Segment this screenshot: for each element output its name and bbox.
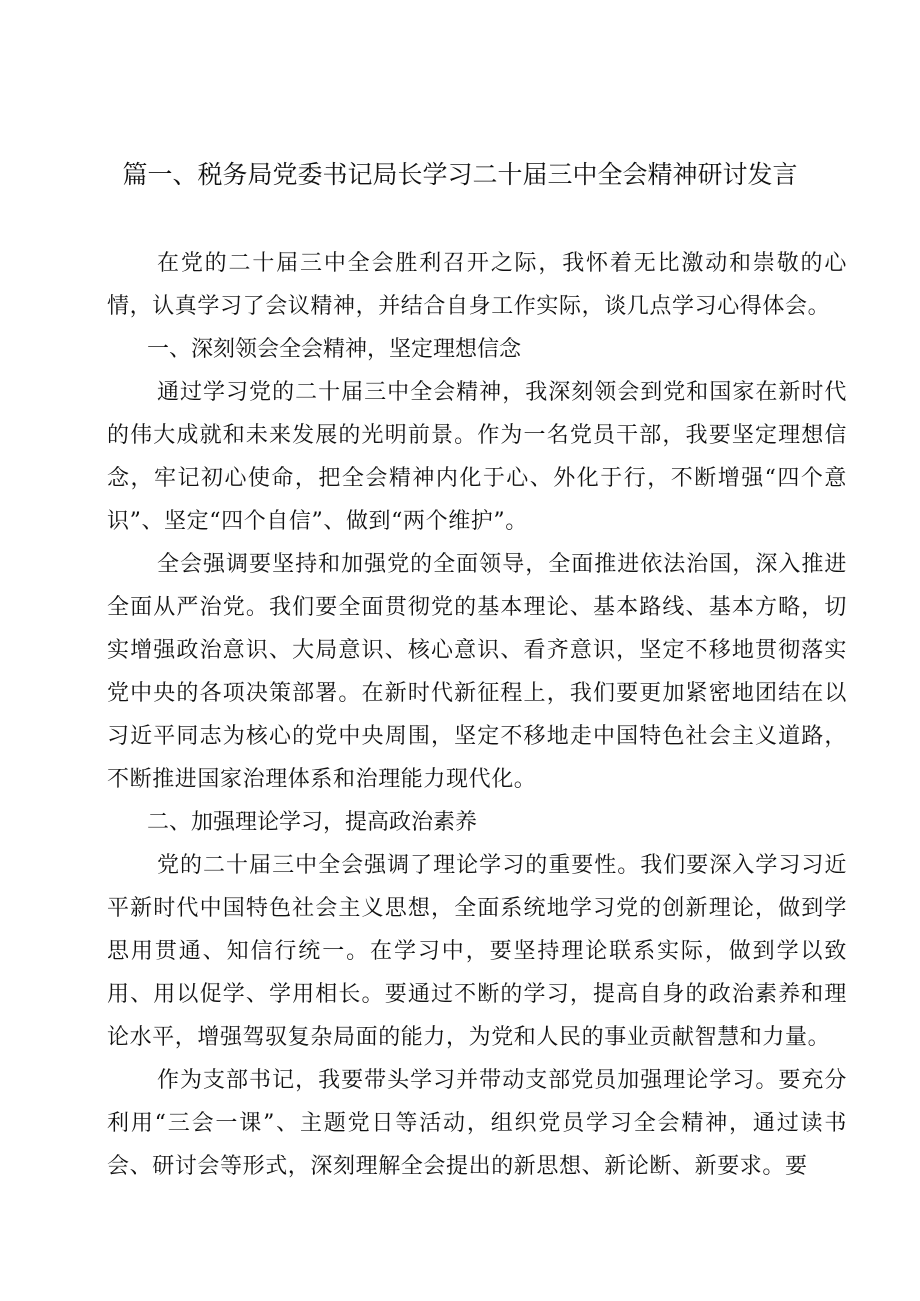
section-heading-2: 二、加强理论学习，提高政治素养 [147,810,478,835]
paragraph-2-2: 作为支部书记，我要带头学习并带动支部党员加强理论学习。要充分利用“三会一课”、主题党日等活动，组织党员学习全会精神，通过读书会、研讨会等形式，深刻理解全会提出的新思想、新论断、新要求。要 [107,1068,847,1179]
paragraph-intro: 在党的二十届三中全会胜利召开之际，我怀着无比激动和崇敬的心情，认真学习了会议精神，并结合自身工作实际，谈几点学习心得体会。 [107,251,847,319]
paragraph-2-1: 党的二十届三中全会强调了理论学习的重要性。我们要深入学习习近平新时代中国特色社会主义思想，全面系统地学习党的创新理论，做到学思用贯通、知信行统一。在学习中，要坚持理论联系实际，做到学以致用、用以促学、学用相长。要通过不断的学习，提高自身的政治素养和理论水平，增强驾驭复杂局面的能力，为党和人民的事业贡献智慧和力量。 [107,853,847,1050]
paragraph-1-1: 通过学习党的二十届三中全会精神，我深刻领会到党和国家在新时代的伟大成就和未来发展的光明前景。作为一名党员干部，我要坚定理想信念，牢记初心使命，把全会精神内化于心、外化于行，不断增强“四个意识”、坚定“四个自信”、做到“两个维护”。 [107,380,847,534]
document-body [107,242,847,1188]
paragraph-1-2: 全会强调要坚持和加强党的全面领导，全面推进依法治国，深入推进全面从严治党。我们要全面贯彻党的基本理论、基本路线、基本方略，切实增强政治意识、大局意识、核心意识、看齐意识，坚定不移地贯彻落实党中央的各项决策部署。在新时代新征程上，我们要更加紧密地团结在以习近平同志为核心的党中央周围，坚定不移地走中国特色社会主义道路，不断推进国家治理体系和治理能力现代化。 [107,552,847,792]
section-heading-1: 一、深刻领会全会精神，坚定理想信念 [147,337,522,362]
document-title: 篇一、税务局党委书记局长学习二十届三中全会精神研讨发言 [122,160,798,189]
